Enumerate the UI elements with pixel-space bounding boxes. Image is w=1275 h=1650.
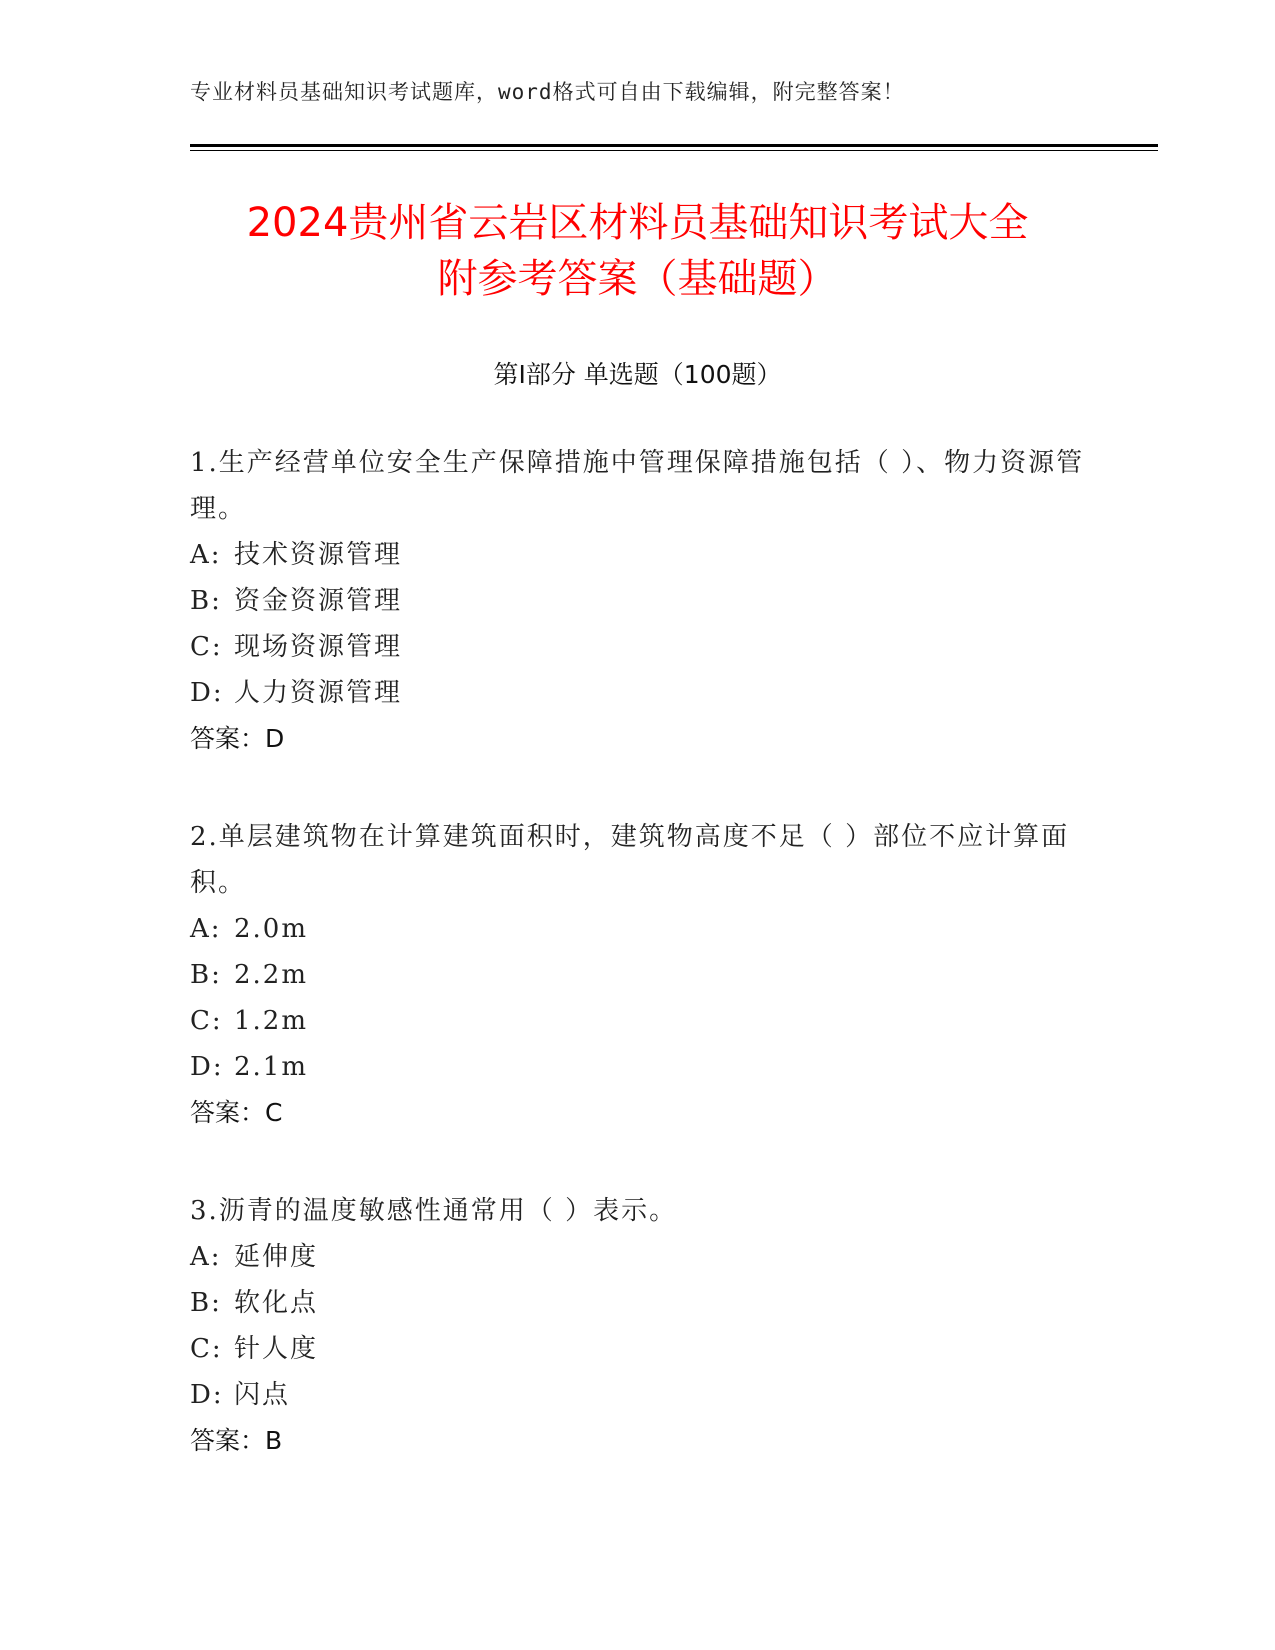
- question-item: [190, 1188, 1090, 1464]
- question-answer: 答案：D: [190, 724, 285, 753]
- option-text: 2.0m: [234, 914, 309, 944]
- question-stem: 2.单层建筑物在计算建筑面积时，建筑物高度不足（ ）部位不应计算面积。: [190, 822, 1070, 898]
- question-list: [190, 440, 1090, 1516]
- option-text: 2.1m: [234, 1052, 309, 1082]
- option-text: 延伸度: [234, 1242, 319, 1272]
- option-letter: A:: [190, 1242, 222, 1272]
- question-stem: 1.生产经营单位安全生产保障措施中管理保障措施包括（ ）、物力资源管理。: [190, 448, 1085, 524]
- option-text: 资金资源管理: [234, 586, 403, 616]
- question-option: [190, 1044, 1090, 1090]
- option-text: 人力资源管理: [234, 678, 403, 708]
- option-letter: C:: [190, 632, 223, 662]
- document-title: [160, 195, 1115, 307]
- section-heading: 第Ⅰ部分 单选题（100题）: [493, 360, 782, 389]
- question-option: [190, 1234, 1090, 1280]
- question-answer: 答案：C: [190, 1098, 283, 1127]
- option-letter: C:: [190, 1006, 223, 1036]
- question-option: [190, 906, 1090, 952]
- question-item: [190, 814, 1090, 1136]
- option-text: 2.2m: [234, 960, 309, 990]
- question-option: [190, 998, 1090, 1044]
- option-letter: A:: [190, 540, 222, 570]
- header-divider-thick: [190, 144, 1158, 147]
- option-text: 软化点: [234, 1288, 319, 1318]
- document-title-line2: 附参考答案（基础题）: [437, 256, 838, 302]
- question-item: [190, 440, 1090, 762]
- question-answer: 答案：B: [190, 1426, 283, 1455]
- question-option: [190, 670, 1090, 716]
- question-option: [190, 1372, 1090, 1418]
- header-divider-thin: [190, 150, 1158, 151]
- option-letter: D:: [190, 678, 224, 708]
- question-option: [190, 624, 1090, 670]
- option-text: 针人度: [234, 1334, 319, 1364]
- option-letter: A:: [190, 914, 222, 944]
- option-text: 现场资源管理: [234, 632, 403, 662]
- option-text: 闪点: [234, 1380, 291, 1410]
- option-letter: D:: [190, 1052, 224, 1082]
- question-option: [190, 578, 1090, 624]
- question-option: [190, 1280, 1090, 1326]
- option-letter: C:: [190, 1334, 223, 1364]
- option-letter: B:: [190, 1288, 222, 1318]
- option-letter: B:: [190, 960, 222, 990]
- question-option: [190, 532, 1090, 578]
- document-title-line1: 2024贵州省云岩区材料员基础知识考试大全: [246, 200, 1029, 246]
- option-letter: B:: [190, 586, 222, 616]
- question-option: [190, 1326, 1090, 1372]
- question-stem: 3.沥青的温度敏感性通常用（ ）表示。: [190, 1196, 678, 1226]
- option-letter: D:: [190, 1380, 224, 1410]
- question-option: [190, 952, 1090, 998]
- option-text: 技术资源管理: [234, 540, 403, 570]
- option-text: 1.2m: [234, 1006, 309, 1036]
- page-header-text: 专业材料员基础知识考试题库，word格式可自由下载编辑，附完整答案！: [190, 80, 905, 104]
